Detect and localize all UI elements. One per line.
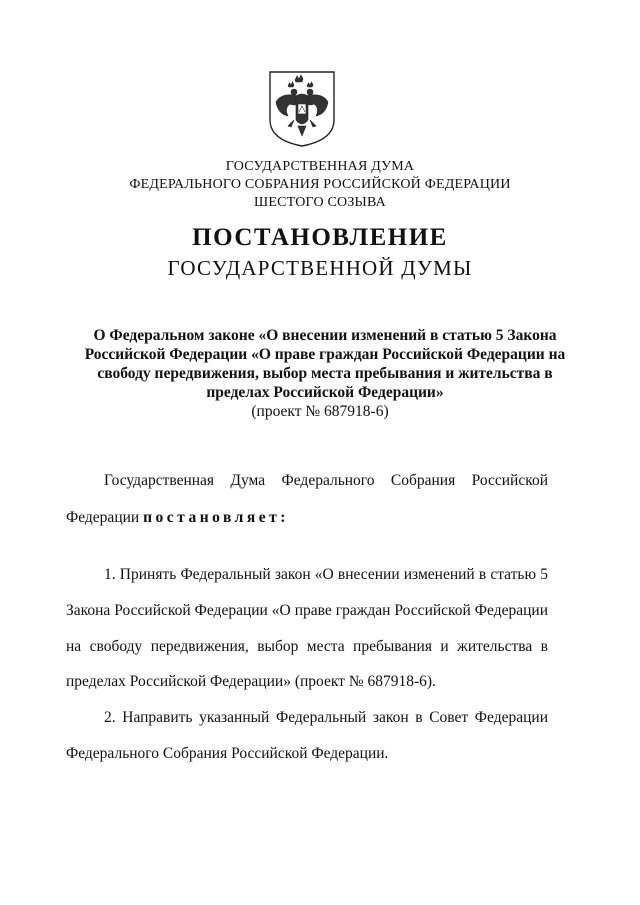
intro-line-2 xyxy=(66,508,548,527)
paragraph-1-line-3: на свободу передвижения, выбор места пребывания и жительства в xyxy=(66,638,548,655)
paragraph-2-line-2: Федерального Собрания Российской Федерации. xyxy=(66,745,389,762)
document-subtitle: ГОСУДАРСТВЕННОЙ ДУМЫ xyxy=(167,256,473,280)
paragraph-1-line-4: пределах Российской Федерации» (проект № 687918-6). xyxy=(66,673,436,690)
header-line-2: ФЕДЕРАЛЬНОГО СОБРАНИЯ РОССИЙСКОЙ ФЕДЕРАЦИИ xyxy=(129,177,511,192)
about-line-1: О Федеральном законе «О внесении изменений в статью 5 Закона xyxy=(93,327,557,344)
paragraph-2-line-1: 2. Направить указанный Федеральный закон в Совет Федерации xyxy=(104,709,548,726)
paragraph-1-line-2: Закона Российской Федерации «О праве граждан Российской Федерации xyxy=(66,602,548,619)
intro-line-1: Государственная Дума Федерального Собрания Российской xyxy=(104,472,548,489)
about-line-3: свободу передвижения, выбор места пребывания и жительства в xyxy=(97,365,553,382)
header-line-3: ШЕСТОГО СОЗЫВА xyxy=(254,195,386,210)
paragraph-1-line-1: 1. Принять Федеральный закон «О внесении изменений в статью 5 xyxy=(104,566,548,583)
document-title: ПОСТАНОВЛЕНИЕ xyxy=(192,224,448,251)
about-line-2: Российской Федерации «О праве граждан Российской Федерации на xyxy=(84,346,566,363)
intro-line-2-start: Федерации xyxy=(66,509,140,526)
project-number: (проект № 687918-6) xyxy=(251,403,389,420)
header-line-1: ГОСУДАРСТВЕННАЯ ДУМА xyxy=(225,159,415,174)
about-line-4: пределах Российской Федерации» xyxy=(206,384,444,401)
coat-of-arms-emblem xyxy=(268,70,336,148)
decree-word: постановляет: xyxy=(143,509,289,526)
